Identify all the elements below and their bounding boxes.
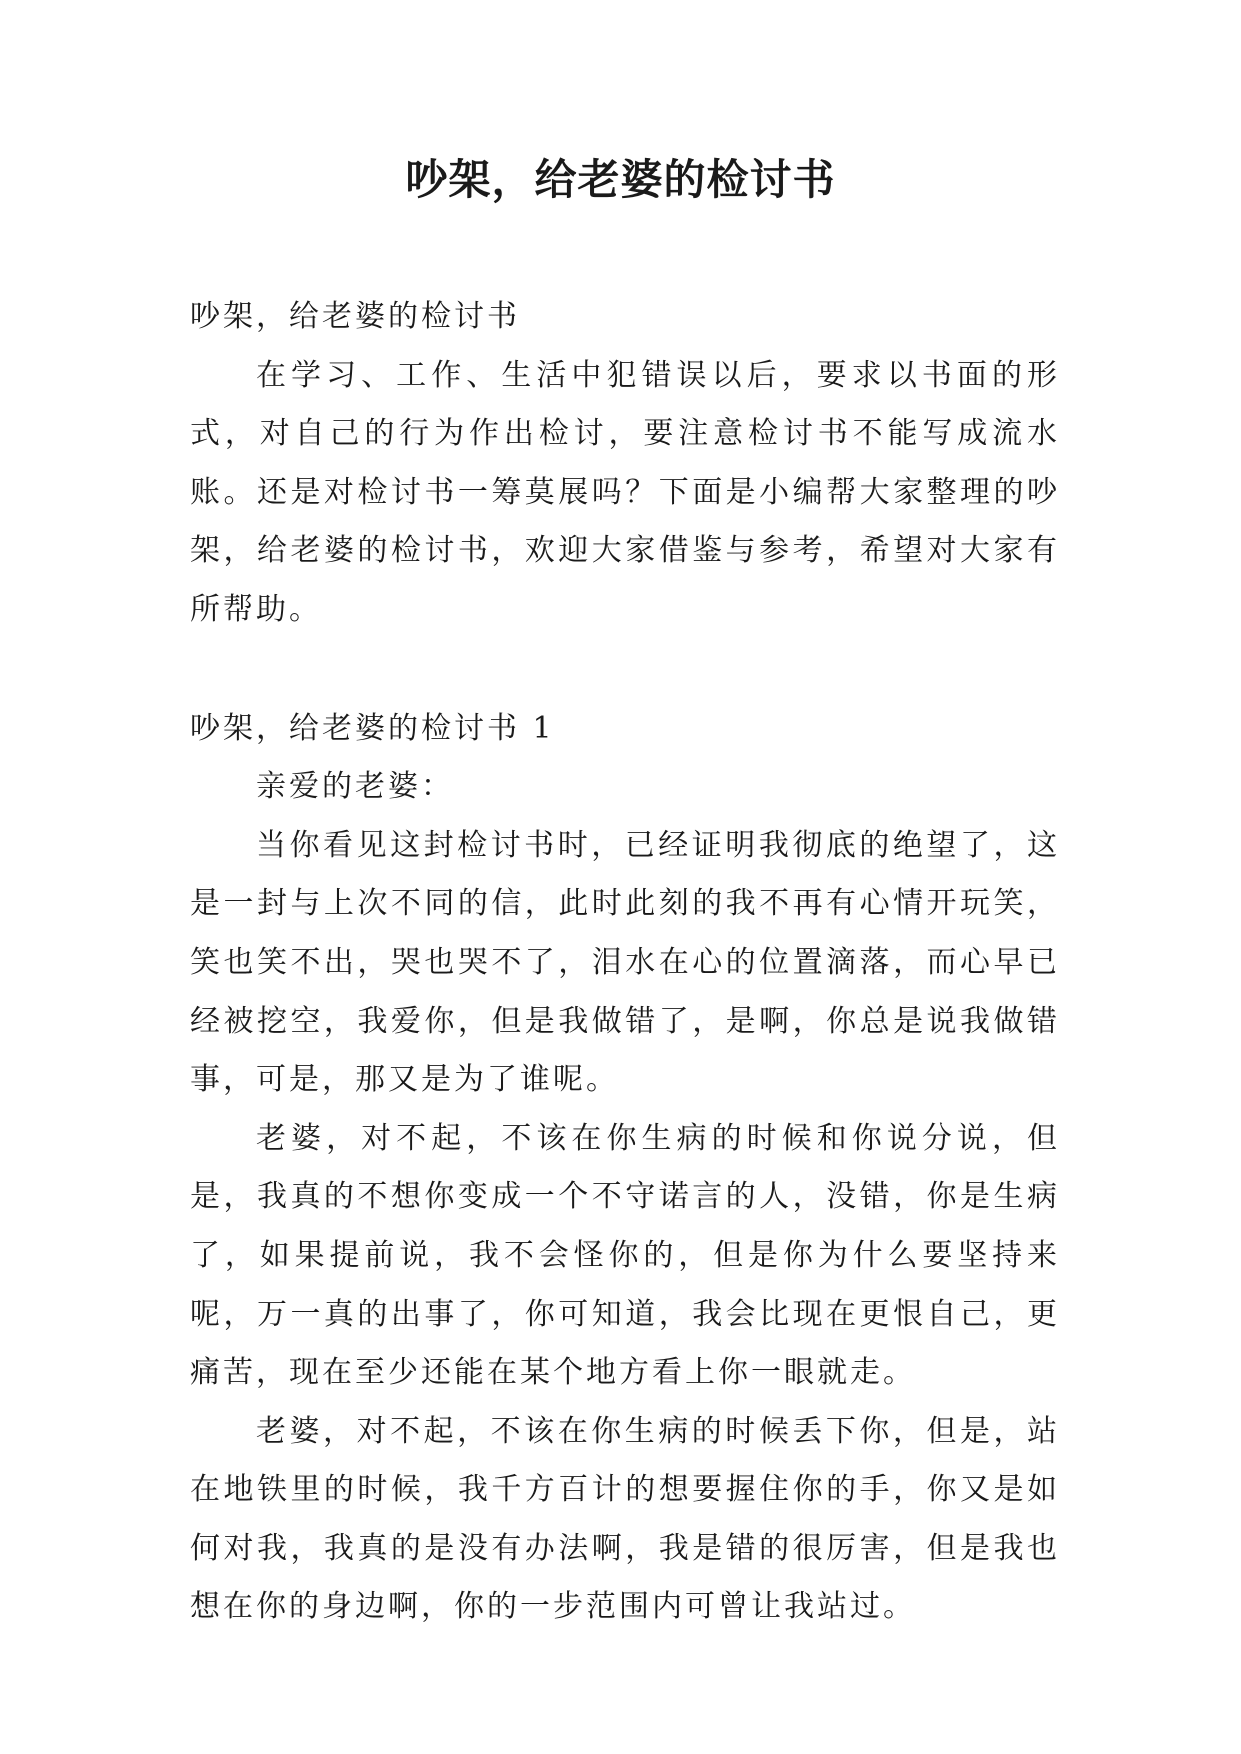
body-paragraph: 老婆，对不起，不该在你生病的时候丢下你，但是，站在地铁里的时候，我千方百计的想要握住你的手，你又是如何对我，我真的是没有办法啊，我是错的很厉害，但是我也想在你的身边啊，你的一步范围内可曾让我站过。 (190, 1413, 1060, 1625)
salutation: 亲爱的老婆： (256, 769, 454, 805)
body-paragraph: 老婆，对不起，不该在你生病的时候和你说分说，但是，我真的不想你变成一个不守诺言的人，没错，你是生病了，如果提前说，我不会怪你的，但是你为什么要坚持来呢，万一真的出事了，你可知道，我会比现在更恨自己，更痛苦，现在至少还能在某个地方看上你一眼就走。 (190, 1120, 1060, 1391)
intro-paragraph: 在学习、工作、生活中犯错误以后，要求以书面的形式，对自己的行为作出检讨，要注意检讨书不能写成流水账。还是对检讨书一筹莫展吗？下面是小编帮大家整理的吵架，给老婆的检讨书，欢迎大家借鉴与参考，希望对大家有所帮助。 (190, 357, 1060, 627)
document-title: 吵架，给老婆的检讨书 (405, 155, 836, 204)
document-body (190, 288, 1060, 1637)
intro-heading: 吵架，给老婆的检讨书 (190, 299, 520, 334)
body-paragraph: 当你看见这封检讨书时，已经证明我彻底的绝望了，这是一封与上次不同的信，此时此刻的我不再有心情开玩笑，笑也笑不出，哭也哭不了，泪水在心的位置滴落，而心早已经被挖空，我爱你，但是我做错了，是啊，你总是说我做错事，可是，那又是为了谁呢。 (190, 827, 1060, 1098)
section-heading: 吵架，给老婆的检讨书 1 (190, 710, 555, 746)
